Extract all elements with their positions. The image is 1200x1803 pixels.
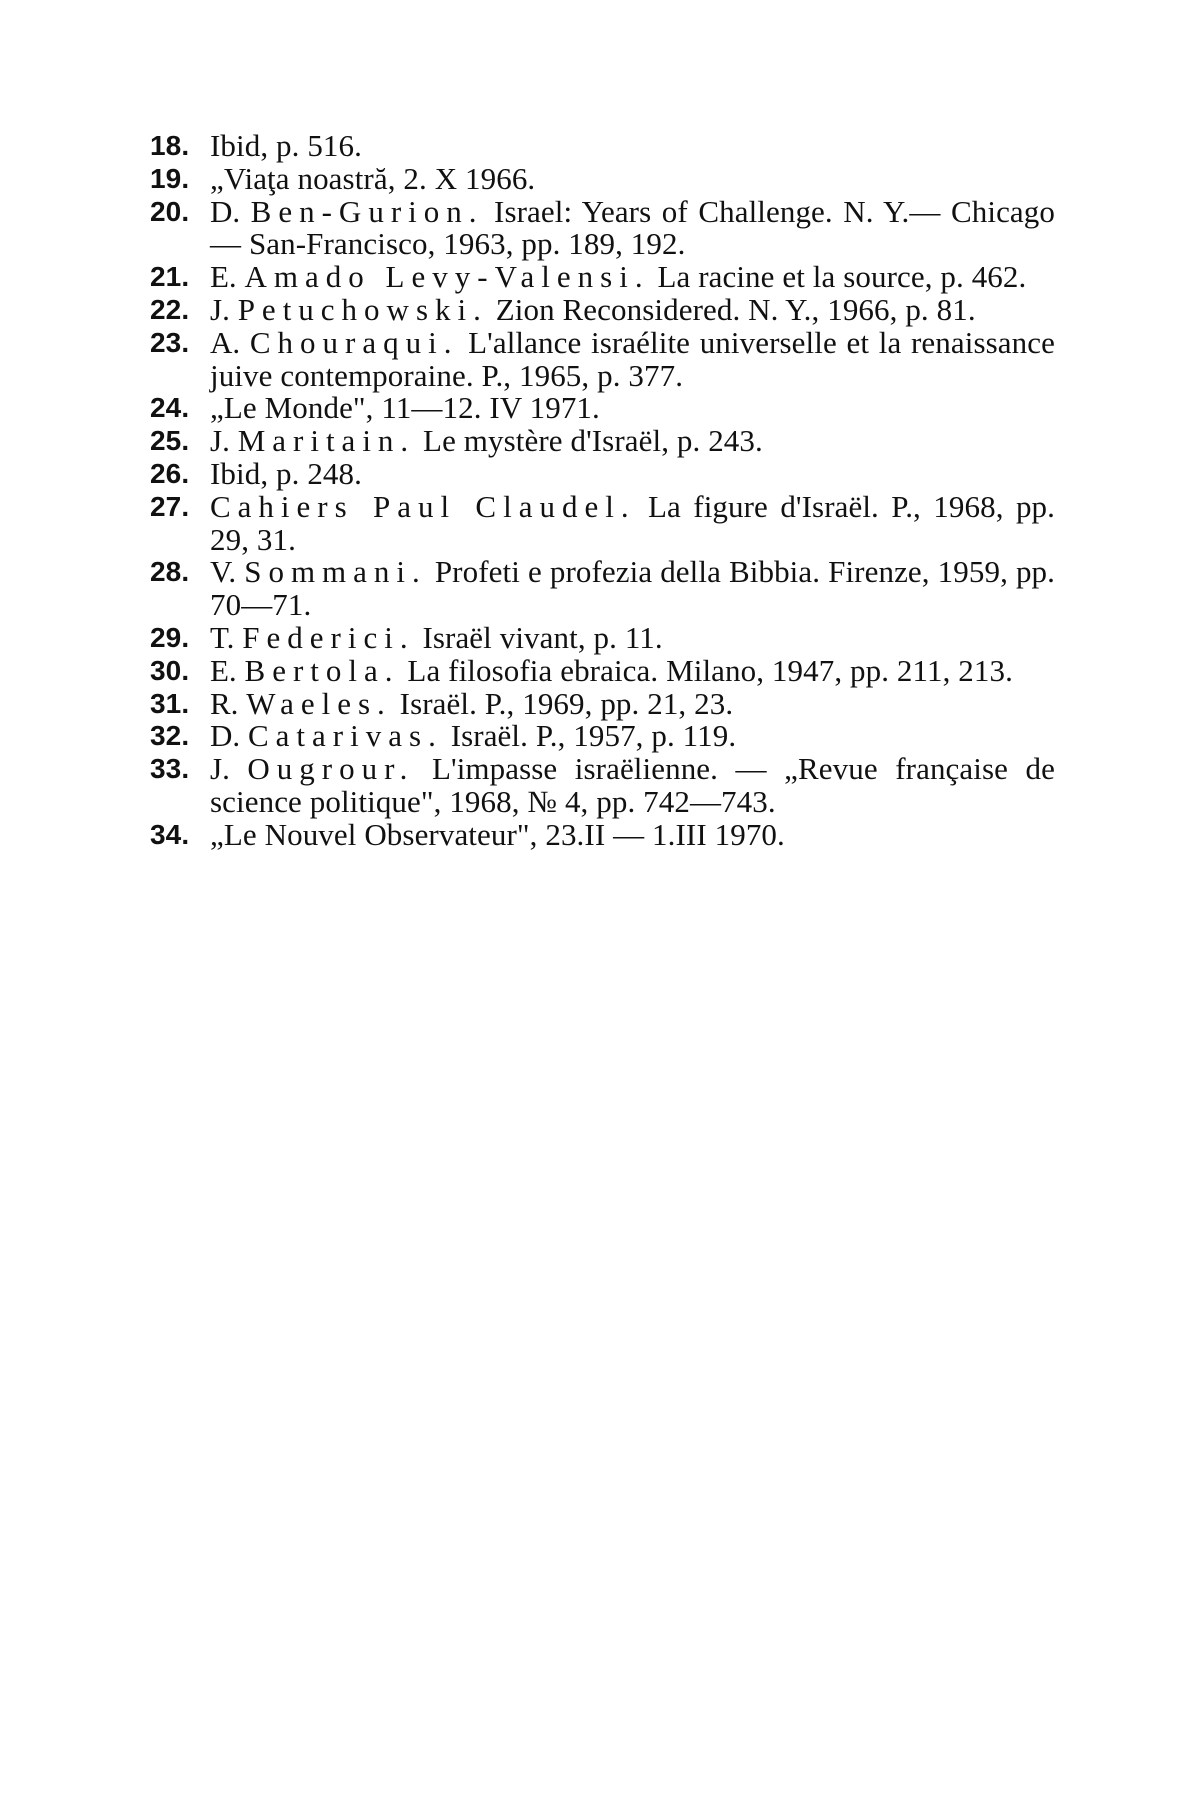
footnote-32	[150, 720, 1055, 753]
footnote-author: Sommani.	[244, 554, 427, 590]
footnote-24	[150, 392, 1055, 425]
footnote-author: Catarivas.	[248, 718, 443, 754]
footnote-28	[150, 556, 1055, 622]
footnote-author: Chouraqui.	[249, 324, 459, 360]
footnote-text: L'impasse israëlienne. — „Revue française de science politique", 1968, № 4, pp. 742—743.	[210, 751, 1055, 819]
footnote-text: Ibid, p. 248.	[210, 455, 362, 491]
footnote-list	[150, 130, 1055, 852]
footnote-initial: V.	[210, 554, 237, 590]
footnote-number: 26.	[150, 457, 190, 489]
footnote-text: Israël. P., 1957, p. 119.	[450, 718, 737, 754]
footnote-number: 25.	[150, 425, 190, 457]
footnote-number: 18.	[150, 130, 190, 161]
footnote-23	[150, 324, 1055, 393]
footnote-number: 33.	[150, 753, 190, 785]
footnote-number: 34.	[150, 818, 190, 850]
footnote-number: 30.	[150, 654, 190, 686]
footnote-initial: T.	[210, 619, 235, 655]
footnote-initial: E.	[210, 259, 237, 295]
footnote-text: „Le Nouvel Observateur", 23.II — 1.III 1970.	[210, 816, 785, 852]
footnote-number: 22.	[150, 293, 190, 325]
footnote-initial: D.	[210, 718, 241, 754]
footnote-text: La figure d'Israël. P., 1968, pp. 29, 31.	[210, 488, 1055, 557]
footnote-number: 23.	[150, 326, 190, 358]
footnote-author: Petuchowski.	[237, 291, 488, 327]
footnote-number: 27.	[150, 490, 190, 522]
footnote-author: Waeles.	[246, 685, 392, 721]
footnote-29	[150, 619, 1055, 655]
footnote-author: Bertola.	[244, 652, 400, 688]
footnote-initial: A.	[210, 324, 241, 360]
footnote-34	[150, 816, 1055, 852]
footnote-initial: J.	[210, 423, 230, 459]
footnote-19	[150, 160, 1055, 196]
footnote-author: Ougrour.	[247, 751, 415, 787]
footnote-initial: J.	[210, 291, 230, 327]
footnote-text: Israël vivant, p. 11.	[422, 619, 663, 655]
footnote-18	[150, 130, 1055, 163]
footnote-number: 29.	[150, 621, 190, 653]
footnote-text: Ibid, p. 516.	[210, 128, 362, 163]
footnote-number: 19.	[150, 162, 190, 194]
footnote-text: La racine et la source, p. 462.	[657, 259, 1027, 295]
footnote-text: Israël. P., 1969, pp. 21, 23.	[399, 685, 734, 721]
footnote-text: La filosofia ebraica. Milano, 1947, pp. 211, 213.	[407, 652, 1013, 688]
footnote-text: Israel: Years of Challenge. N. Y.— Chicago — San-Francisco, 1963, pp. 189, 192.	[210, 193, 1055, 262]
footnote-21	[150, 261, 1055, 294]
footnote-initial: E.	[210, 652, 237, 688]
footnote-text: Zion Reconsidered. N. Y., 1966, p. 81.	[495, 291, 976, 327]
footnote-30	[150, 652, 1055, 688]
footnote-number: 32.	[150, 720, 190, 752]
footnote-text: „Viaţa noastră, 2. X 1966.	[210, 160, 536, 196]
footnote-number: 28.	[150, 556, 190, 588]
footnote-26	[150, 455, 1055, 491]
footnote-number: 20.	[150, 195, 190, 227]
footnote-author: Maritain.	[237, 423, 416, 459]
footnote-author: Federici.	[242, 619, 415, 655]
footnote-text: Profeti e profezia della Bibbia. Firenze, 1959, pp. 70—71.	[210, 554, 1055, 623]
footnote-text: L'allance israélite universelle et la renaissance juive contemporaine. P., 1965, p. 377.	[210, 324, 1055, 393]
footnote-number: 24.	[150, 392, 190, 424]
footnote-22	[150, 291, 1055, 327]
footnote-author: Amado Levy-Valensi.	[244, 259, 650, 295]
footnote-number: 31.	[150, 687, 190, 719]
footnote-number: 21.	[150, 261, 190, 293]
footnote-25	[150, 425, 1055, 458]
footnote-31	[150, 685, 1055, 721]
footnote-text: Le mystère d'Israël, p. 243.	[423, 423, 763, 459]
footnote-text: „Le Monde", 11—12. IV 1971.	[210, 390, 600, 426]
footnote-27	[150, 488, 1055, 557]
footnote-33	[150, 753, 1055, 819]
footnote-author: Ben-Gurion.	[250, 193, 484, 229]
footnote-author: Cahiers Paul Claudel.	[210, 488, 636, 524]
footnote-initial: R.	[210, 685, 239, 721]
footnote-20	[150, 193, 1055, 262]
footnote-initial: D.	[210, 193, 241, 229]
footnote-initial: J.	[210, 751, 230, 787]
